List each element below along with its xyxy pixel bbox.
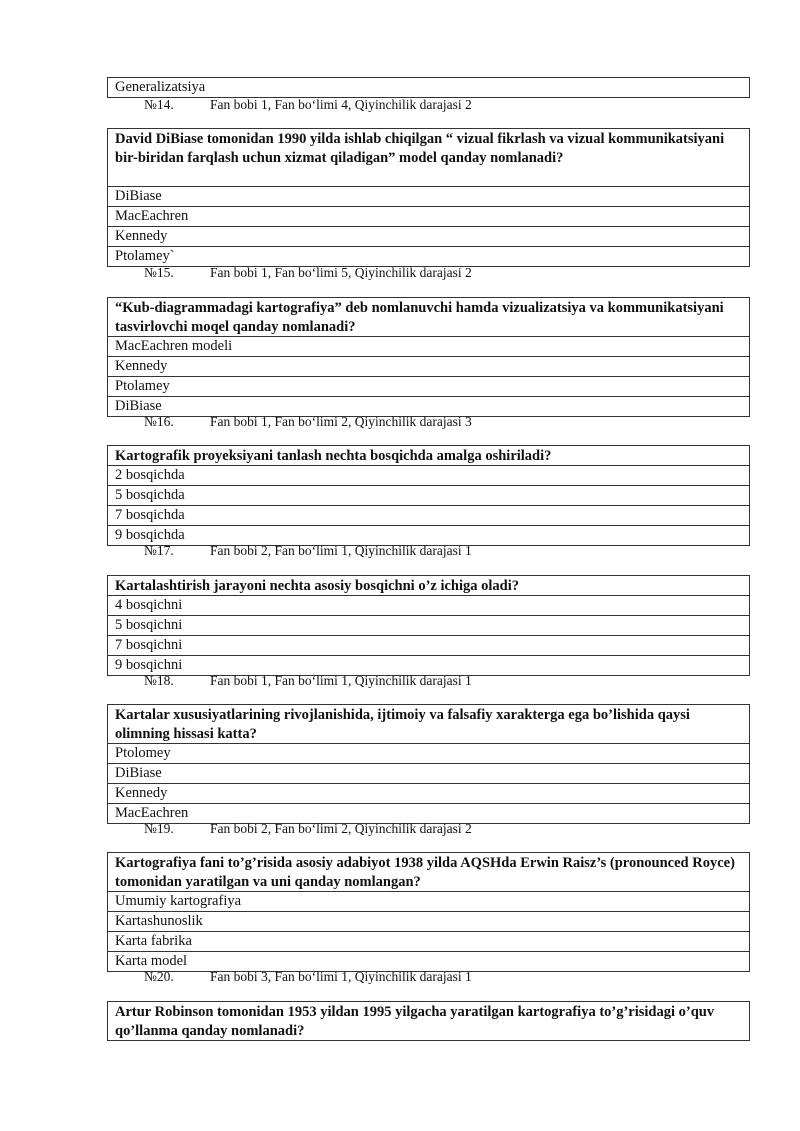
answer-option: 5 bosqichni: [108, 615, 749, 635]
question-text: Kartalar xususiyatlarining rivojlanishida, ijtimoiy va falsafiy xarakterga ega bo’lishida qaysi olimning hissasi katta?: [115, 707, 690, 742]
question-meta: [144, 413, 472, 431]
answer-option: MacEachren: [108, 803, 749, 823]
question-table: [107, 575, 750, 676]
question-text: Kartografik proyeksiyani tanlash nechta bosqichda amalga oshiriladi?: [115, 448, 552, 464]
answer-option: 9 bosqichda: [108, 525, 749, 545]
question-info: Fan bobi 2, Fan bo‘limi 2, Qiyinchilik darajasi 2: [210, 821, 472, 836]
question-table: [107, 852, 750, 972]
answer-option: Ptolomey: [108, 743, 749, 763]
question-text: “Kub-diagrammadagi kartografiya” deb nomlanuvchi hamda vizualizatsiya va kommunikatsiyani tasvirlovchi moqel qanday nomlanadi?: [115, 300, 724, 335]
answer-option: 4 bosqichni: [108, 595, 749, 615]
question-number: №17.: [144, 543, 174, 558]
answer-option: 7 bosqichni: [108, 635, 749, 655]
answer-option: DiBiase: [108, 186, 749, 206]
answer-option: 5 bosqichda: [108, 485, 749, 505]
answer-option: 2 bosqichda: [108, 465, 749, 485]
answer-option: MacEachren: [108, 206, 749, 226]
answer-option: Generalizatsiya: [115, 79, 206, 95]
answer-option: Kennedy: [108, 783, 749, 803]
question-info: Fan bobi 1, Fan bo‘limi 5, Qiyinchilik darajasi 2: [210, 265, 472, 280]
question-table: [107, 445, 750, 546]
question-info: Fan bobi 2, Fan bo‘limi 1, Qiyinchilik darajasi 1: [210, 543, 472, 558]
question-info: Fan bobi 1, Fan bo‘limi 1, Qiyinchilik darajasi 1: [210, 673, 472, 688]
answer-option: DiBiase: [108, 396, 749, 416]
answer-option: Ptolamey`: [108, 246, 749, 266]
question-meta: [144, 96, 472, 114]
question-meta: [144, 968, 472, 986]
question-number: №15.: [144, 265, 174, 280]
answer-option: Umumiy kartografiya: [108, 891, 749, 911]
question-number: №18.: [144, 673, 174, 688]
answer-option: Karta fabrika: [108, 931, 749, 951]
answer-option: Kennedy: [108, 226, 749, 246]
question-meta: [144, 672, 472, 690]
question-info: Fan bobi 3, Fan bo‘limi 1, Qiyinchilik darajasi 1: [210, 969, 472, 984]
question-meta: [144, 542, 472, 560]
question-info: Fan bobi 1, Fan bo‘limi 4, Qiyinchilik darajasi 2: [210, 97, 472, 112]
question-number: №16.: [144, 414, 174, 429]
question-number: №20.: [144, 969, 174, 984]
question-meta: [144, 264, 472, 282]
question-text: Kartografiya fani to’g’risida asosiy adabiyot 1938 yilda AQSHda Erwin Raisz’s (pronounced Royce) tomonidan yaratilgan va uni qanday nomlangan?: [115, 855, 735, 890]
question-text: David DiBiase tomonidan 1990 yilda ishlab chiqilgan “ vizual fikrlash va vizual kommunikatsiyani bir-biridan farqlash uchun xizmat qiladigan” model qanday nomlanadi?: [115, 131, 725, 166]
question-number: №19.: [144, 821, 174, 836]
question-table: [107, 297, 750, 417]
question-text: Artur Robinson tomonidan 1953 yildan 1995 yilgacha yaratilgan kartografiya to’g’risidagi o’quv qo’llanma qanday nomlanadi?: [115, 1004, 715, 1039]
question-meta: [144, 820, 472, 838]
answer-table-fragment: [107, 77, 750, 98]
answer-option: 7 bosqichda: [108, 505, 749, 525]
answer-option: Kartashunoslik: [108, 911, 749, 931]
answer-option: 9 bosqichni: [108, 655, 749, 675]
answer-option: MacEachren modeli: [108, 336, 749, 356]
answer-option: DiBiase: [108, 763, 749, 783]
answer-option: Ptolamey: [108, 376, 749, 396]
question-text: Kartalashtirish jarayoni nechta asosiy bosqichni o’z ichiga oladi?: [115, 578, 520, 594]
answer-option: Kennedy: [108, 356, 749, 376]
question-table: [107, 128, 750, 267]
question-table: [107, 1001, 750, 1041]
question-info: Fan bobi 1, Fan bo‘limi 2, Qiyinchilik darajasi 3: [210, 414, 472, 429]
question-table: [107, 704, 750, 824]
answer-option: Karta model: [108, 951, 749, 971]
question-number: №14.: [144, 97, 174, 112]
